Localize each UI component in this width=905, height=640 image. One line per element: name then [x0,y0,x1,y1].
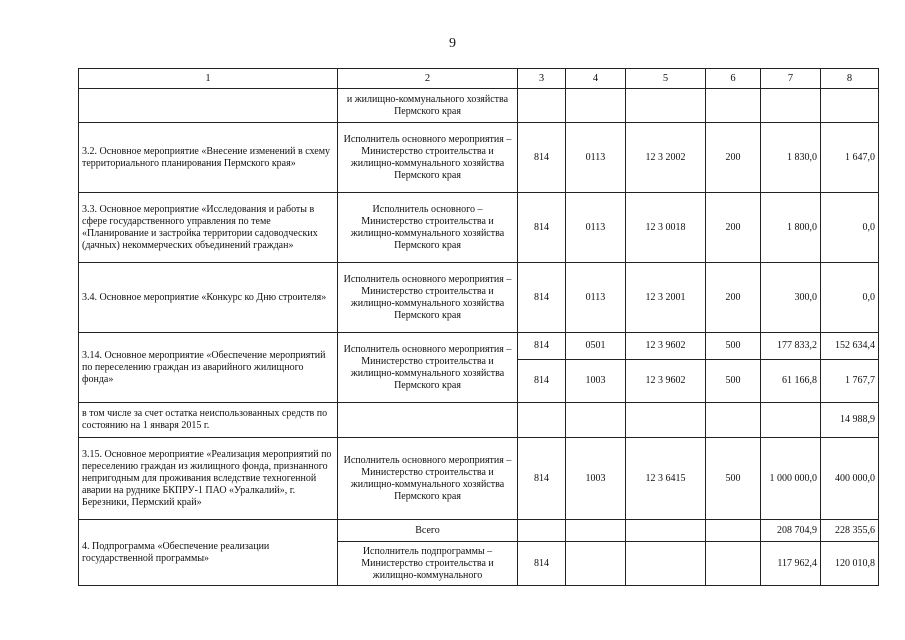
code-cell: 814 [518,123,566,193]
amount-cell: 400 000,0 [821,438,879,520]
budget-table [78,68,879,586]
table-row [79,438,879,520]
amount-cell: 228 355,6 [821,520,879,542]
table-cell [821,89,879,123]
executor-cell: Исполнитель основного мероприятия – Министерство строительства и жилищно-коммунального хозяйства Пермского края [338,263,518,333]
table-cell [518,403,566,438]
amount-cell: 152 634,4 [821,333,879,360]
code-cell: 200 [706,263,761,333]
table-cell [566,403,626,438]
table-row [79,403,879,438]
table-cell [706,403,761,438]
code-cell: 500 [706,438,761,520]
table-cell [566,542,626,586]
code-cell: 0501 [566,333,626,360]
table-cell [626,89,706,123]
activity-cell: 3.3. Основное мероприятие «Исследования и работы в сфере государственного управления по теме «Планирование и застройка территории садоводческих (дачных) некоммерческих объединений граждан» [79,193,338,263]
amount-cell: 1 000 000,0 [761,438,821,520]
table-cell [706,89,761,123]
activity-cell: 3.14. Основное мероприятие «Обеспечение мероприятий по переселению граждан из аварийного жилищного фонда» [79,333,338,403]
header-cell: 7 [761,69,821,89]
header-cell: 4 [566,69,626,89]
activity-cell: в том числе за счет остатка неиспользованных средств по состоянию на 1 января 2015 г. [79,403,338,438]
activity-cell: 3.2. Основное мероприятие «Внесение изменений в схему территориального планирования Пермского края» [79,123,338,193]
table-cell [706,542,761,586]
activity-cell: 3.15. Основное мероприятие «Реализация мероприятий по переселению граждан из жилищного фонда, признанного непригодным для проживания вследствие техногенной аварии на руднике БКПРУ-1 ПАО «Уралкалий», г. Березники, Пермский край» [79,438,338,520]
code-cell: 0113 [566,123,626,193]
table-row [79,89,879,123]
table-row [79,520,879,542]
code-cell: 500 [706,360,761,403]
amount-cell: 208 704,9 [761,520,821,542]
table-cell [626,542,706,586]
header-cell: 2 [338,69,518,89]
activity-cell: 3.4. Основное мероприятие «Конкурс ко Дню строителя» [79,263,338,333]
table-row [79,123,879,193]
header-cell: 3 [518,69,566,89]
table-cell [338,403,518,438]
table-cell [518,89,566,123]
header-cell: 1 [79,69,338,89]
code-cell: 500 [706,333,761,360]
activity-cell: 4. Подпрограмма «Обеспечение реализации государственной программы» [79,520,338,586]
table-row [79,193,879,263]
header-row [79,69,879,89]
code-cell: 814 [518,360,566,403]
amount-cell: 1 767,7 [821,360,879,403]
table-cell [566,520,626,542]
amount-cell: 61 166,8 [761,360,821,403]
table-row [79,333,879,360]
amount-cell: 1 830,0 [761,123,821,193]
total-label-cell: Всего [338,520,518,542]
code-cell: 12 3 2001 [626,263,706,333]
executor-cell: и жилищно-коммунального хозяйства Пермского края [338,89,518,123]
amount-cell: 0,0 [821,193,879,263]
table-cell [761,403,821,438]
executor-cell: Исполнитель основного мероприятия – Министерство строительства и жилищно-коммунального хозяйства Пермского края [338,333,518,403]
executor-cell: Исполнитель подпрограммы – Министерство строительства и жилищно-коммунального [338,542,518,586]
code-cell: 814 [518,542,566,586]
table-cell [626,520,706,542]
header-cell: 6 [706,69,761,89]
header-cell: 8 [821,69,879,89]
code-cell: 814 [518,193,566,263]
code-cell: 1003 [566,438,626,520]
table-cell [626,403,706,438]
executor-cell: Исполнитель основного мероприятия – Министерство строительства и жилищно-коммунального хозяйства Пермского края [338,438,518,520]
amount-cell: 177 833,2 [761,333,821,360]
code-cell: 0113 [566,193,626,263]
table-cell [706,520,761,542]
amount-cell: 0,0 [821,263,879,333]
executor-cell: Исполнитель основного – Министерство строительства и жилищно-коммунального хозяйства Пермского края [338,193,518,263]
table-cell [518,520,566,542]
table-cell [79,89,338,123]
code-cell: 814 [518,333,566,360]
amount-cell: 120 010,8 [821,542,879,586]
code-cell: 814 [518,263,566,333]
table-cell [761,89,821,123]
header-cell: 5 [626,69,706,89]
amount-cell: 14 988,9 [821,403,879,438]
code-cell: 12 3 9602 [626,333,706,360]
code-cell: 200 [706,123,761,193]
executor-cell: Исполнитель основного мероприятия – Министерство строительства и жилищно-коммунального хозяйства Пермского края [338,123,518,193]
table-row [79,263,879,333]
amount-cell: 1 647,0 [821,123,879,193]
code-cell: 12 3 6415 [626,438,706,520]
amount-cell: 300,0 [761,263,821,333]
code-cell: 1003 [566,360,626,403]
table-cell [566,89,626,123]
code-cell: 12 3 2002 [626,123,706,193]
code-cell: 814 [518,438,566,520]
code-cell: 12 3 0018 [626,193,706,263]
code-cell: 200 [706,193,761,263]
page-number: 9 [449,36,456,51]
code-cell: 12 3 9602 [626,360,706,403]
amount-cell: 117 962,4 [761,542,821,586]
amount-cell: 1 800,0 [761,193,821,263]
code-cell: 0113 [566,263,626,333]
